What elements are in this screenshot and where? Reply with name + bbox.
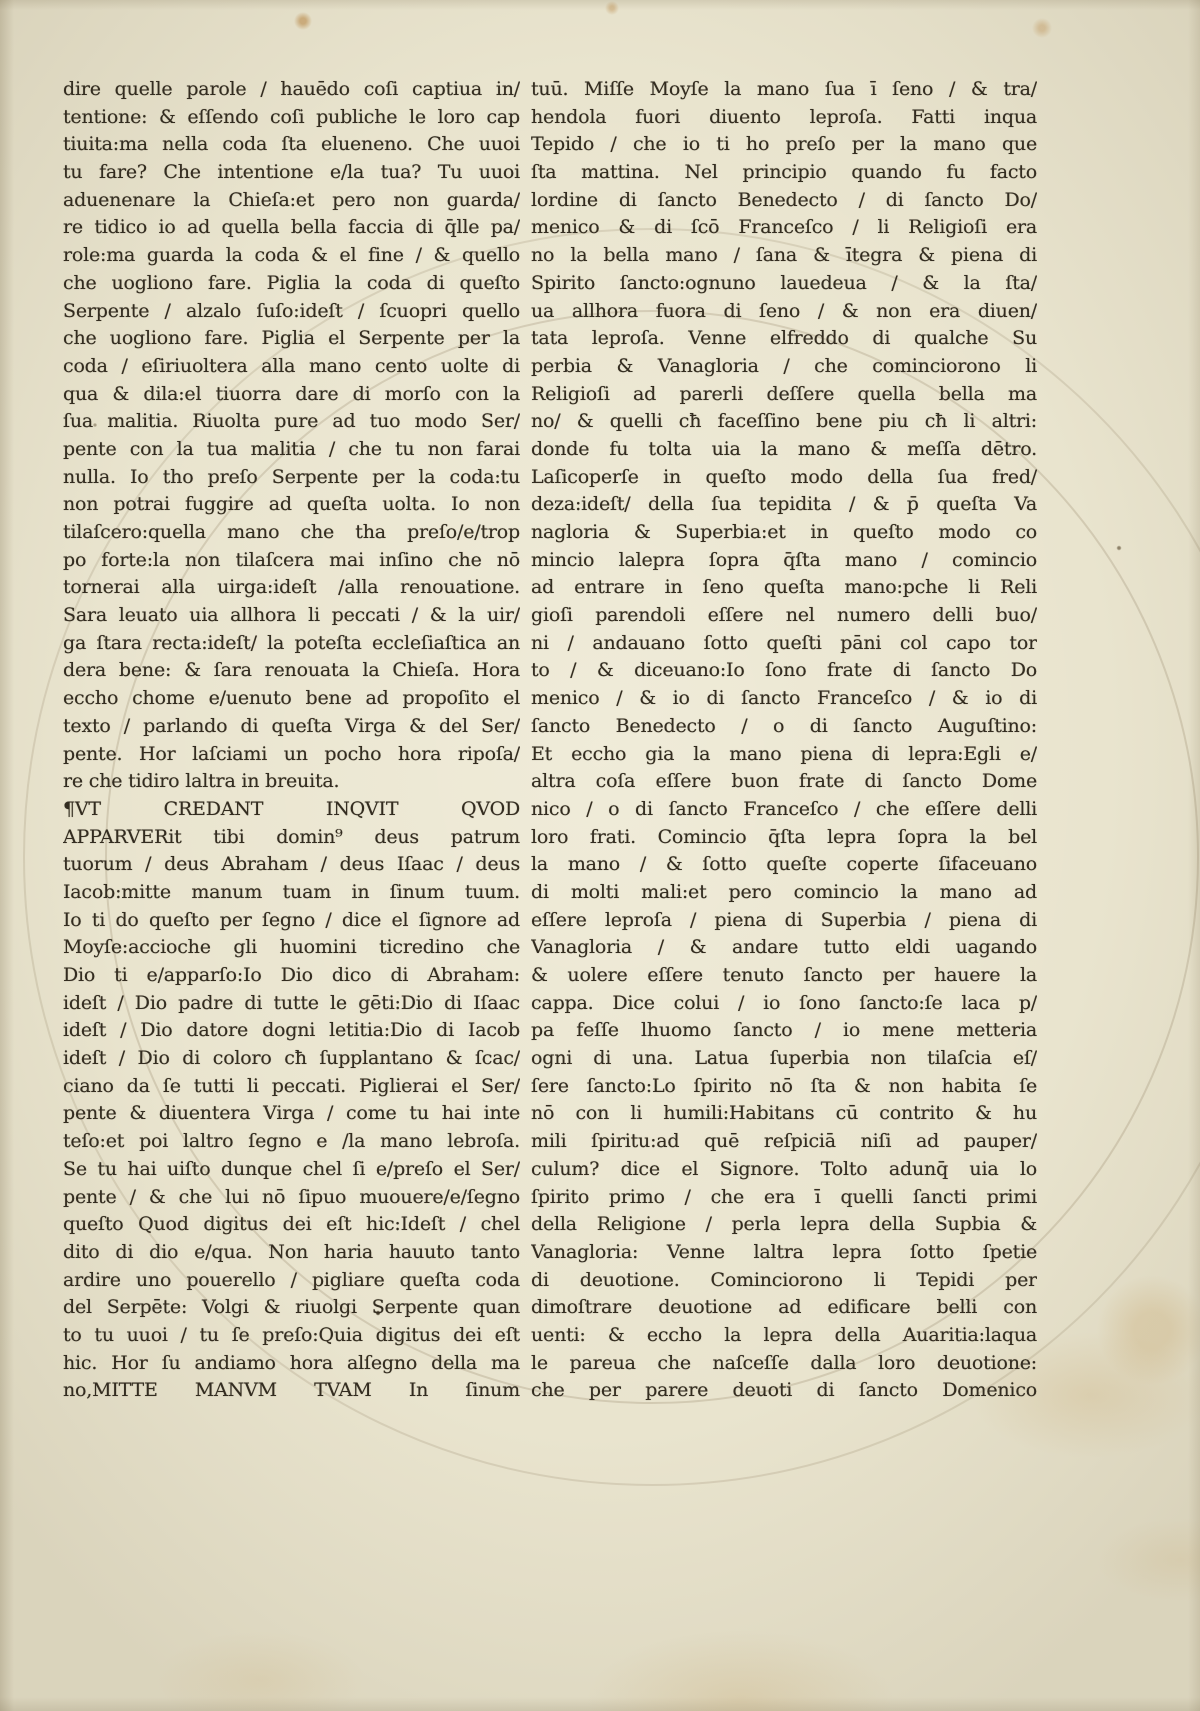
text-line: eſſere leproſa / piena di Superbia / piena di <box>531 908 1037 931</box>
text-line: pente. Hor laſciami un pocho hora ripoſa/ <box>63 742 520 765</box>
text-line: altra coſa eſſere buon frate di ſancto Dome <box>531 770 1037 793</box>
text-line: Iacob:mitte manum tuam in ſinum tuum. <box>63 880 520 903</box>
text-line: no/ & quelli cħ faceſſino bene piu cħ li altri: <box>531 410 1037 433</box>
text-line: del Serpēte: Volgi & riuolgi Serpente quan <box>63 1296 520 1319</box>
text-line: eccho chome e/uenuto bene ad propoſito el <box>63 687 520 710</box>
text-line: & uolere eſſere tenuto ſancto per hauere la <box>531 964 1037 986</box>
text-line: ciano da ſe tutti li peccati. Piglierai el Ser/ <box>63 1074 520 1097</box>
text-line: Serpente / alzalo ſuſo:ideſt / ſcuopri quello <box>63 299 520 322</box>
text-line: dera bene: & ſara renouata la Chieſa. Hora <box>63 659 520 682</box>
text-line: ¶VT CREDANT INQVIT QVOD <box>63 797 520 820</box>
text-line: Et eccho gia la mano piena di lepra:Egli e/ <box>531 742 1037 765</box>
text-line: menico / & io di ſancto Franceſco / & io di <box>531 687 1037 710</box>
text-line: tentione: & eſſendo coſi publiche le loro cap <box>63 105 520 128</box>
text-line: Moyſe:accioche gli huomini ticredino che <box>63 936 520 959</box>
text-line: pente con la tua malitia / che tu non farai <box>63 437 520 460</box>
text-line: lordine di ſancto Benedecto / di ſancto Do/ <box>531 188 1037 211</box>
text-line: ideſt / Dio padre di tutte le gēti:Dio di Iſaac <box>63 991 520 1014</box>
text-line: to / & diceuano:Io ſono frate di ſancto Do <box>531 659 1037 682</box>
text-line: teſo:et poi laltro ſegno e /la mano lebroſa. <box>63 1130 520 1153</box>
text-line: coda / eſiriuoltera alla mano cento uolte di <box>63 354 520 377</box>
text-line: re tidico io ad quella bella faccia di q̄lle pa/ <box>63 216 520 239</box>
text-line: ni / andauano ſotto queſti pāni col capo tor <box>531 631 1037 654</box>
text-line: ogni di una. Latua ſuperbia non tilaſcia eſ/ <box>531 1047 1037 1070</box>
text-line: ideſt / Dio di coloro cħ ſupplantano & ſcac/ <box>63 1047 520 1070</box>
text-line: uenti: & eccho la lepra della Auaritia:laqua <box>531 1323 1037 1346</box>
text-line: ſancto Benedecto / o di ſancto Auguſtino: <box>531 714 1037 737</box>
text-line: cappa. Dice colui / io ſono ſancto:ſe laca p/ <box>531 991 1037 1014</box>
text-line: tornerai alla uirga:ideſt /alla renouatione. <box>63 576 520 599</box>
text-line: Sara leuato uia allhora li peccati / & la uir/ <box>63 604 520 627</box>
text-line: tu fare? Che intentione e/la tua? Tu uuoi <box>63 161 520 184</box>
text-line: nō con li humili:Habitans cū contrito & hu <box>531 1102 1037 1125</box>
text-line: ſua malitia. Riuolta pure ad tuo modo Ser/ <box>63 410 520 433</box>
text-line: ad entrare in ſeno queſta mano:pche li Reli <box>531 576 1037 599</box>
text-line: ua allhora fuora di ſeno / & non era diuen/ <box>531 299 1037 322</box>
text-line: no la bella mano / ſana & ītegra & piena di <box>531 244 1037 267</box>
text-line: Vanagloria / & andare tutto eldi uagando <box>531 936 1037 959</box>
text-line: di molti mali:et pero comincio la mano ad <box>531 880 1037 903</box>
text-line: culum? dice el Signore. Tolto adunq̄ uia lo <box>531 1157 1037 1180</box>
text-line: di deuotione. Cominciorono li Tepidi per <box>531 1268 1037 1291</box>
text-line: che per parere deuoti di ſancto Domenico <box>531 1379 1037 1402</box>
text-line: non potrai fuggire ad queſta uolta. Io non <box>63 493 520 516</box>
text-line: pente / & che lui nō ſipuo muouere/e/ſegno <box>63 1185 520 1208</box>
text-line: mincio lalepra ſopra q̄ſta mano / comincio <box>531 548 1037 571</box>
text-line: aduenenare la Chieſa:et pero non guarda/ <box>63 188 520 211</box>
text-line: ga ſtara recta:ideſt/ la poteſta eccleſiaſtica an <box>63 631 520 654</box>
text-line: tilaſcero:quella mano che tha preſo/e/trop <box>63 521 520 543</box>
text-line: dito di dio e/qua. Non haria hauuto tanto <box>63 1240 520 1263</box>
text-line: ſta mattina. Nel principio quando fu facto <box>531 161 1037 184</box>
text-line: ardire uno pouerello / pigliare queſta coda <box>63 1268 520 1291</box>
text-line: tuū. Miſſe Moyſe la mano ſua ī ſeno / & tra/ <box>531 78 1037 100</box>
text-line: Spirito ſancto:ognuno lauedeua / & la ſta/ <box>531 271 1037 294</box>
text-line: tata leproſa. Venne elfreddo di qualche Su <box>531 327 1037 350</box>
text-line: mili ſpiritu:ad quē reſpiciā niſi ad pauper/ <box>531 1130 1037 1153</box>
text-line: hic. Hor ſu andiamo hora alſegno della ma <box>63 1351 520 1374</box>
text-line: dire quelle parole / hauēdo coſi captiua in/ <box>63 78 520 100</box>
text-line: deza:ideſt/ della ſua tepidita / & p̄ queſta Va <box>531 493 1037 516</box>
text-line: Vanagloria: Venne laltra lepra ſotto ſpetie <box>531 1240 1037 1263</box>
text-line: tuorum / deus Abraham / deus Iſaac / deus <box>63 853 520 876</box>
text-line: nulla. Io tho preſo Serpente per la coda:tu <box>63 465 520 488</box>
text-line: to tu uuoi / tu ſe preſo:Quia digitus dei eſt <box>63 1323 520 1346</box>
text-line: no,MITTE MANVM TVAM In ſinum <box>63 1379 520 1402</box>
text-line: queſto Quod digitus dei eſt hic:Ideſt / chel <box>63 1213 520 1236</box>
text-line: che uogliono fare. Piglia la coda di queſto <box>63 271 520 294</box>
text-line: Dio ti e/apparſo:Io Dio dico di Abraham: <box>63 964 520 986</box>
text-line: Se tu hai uiſto dunque chel ſi e/preſo el Ser/ <box>63 1157 520 1180</box>
text-line: ideſt / Dio datore dogni letitia:Dio di Iacob <box>63 1019 520 1042</box>
text-line: hendola fuori diuento leproſa. Fatti inqua <box>531 105 1037 128</box>
text-line: donde fu tolta uia la mano & meſſa dētro. <box>531 437 1037 460</box>
text-line: tiuita:ma nella coda ſta elueneno. Che uuoi <box>63 133 520 156</box>
text-line: menico & di ſcō Franceſco / li Religioſi era <box>531 216 1037 239</box>
text-line: pa feſſe lhuomo ſancto / io mene metteria <box>531 1019 1037 1042</box>
text-line: re che tidiro laltra in breuita. <box>63 770 340 793</box>
text-line: qua & dila:el tiuorra dare di morſo con la <box>63 382 520 405</box>
text-line: Tepido / che io ti ho preſo per la mano que <box>531 133 1037 156</box>
text-line: che uogliono fare. Piglia el Serpente per la <box>63 327 520 350</box>
text-line: Religioſi ad parerli deſſere quella bella ma <box>531 382 1037 405</box>
text-line: APPARVERit tibi domin⁹ deus patrum <box>63 825 520 848</box>
text-line: role:ma guarda la coda & el fine / & quello <box>63 244 520 267</box>
text-line: perbia & Vanagloria / che cominciorono li <box>531 354 1037 377</box>
text-line: po forte:la non tilaſcera mai inſino che nō <box>63 548 520 571</box>
text-line: della Religione / perla lepra della Supbia & <box>531 1213 1037 1236</box>
text-line: ſpirito primo / che era ī quelli ſancti primi <box>531 1185 1037 1208</box>
text-line: texto / parlando di queſta Virga & del Ser/ <box>63 714 520 737</box>
text-line: nagloria & Superbia:et in queſto modo co <box>531 521 1037 543</box>
text-line: ſere ſancto:Lo ſpirito nō ſta & non habita ſe <box>531 1074 1037 1097</box>
text-column-right <box>531 76 1037 1405</box>
text-line: la mano / & ſotto queſte coperte ſifaceuano <box>531 853 1037 876</box>
text-line: nico / o di ſancto Franceſco / che eſſere delli <box>531 797 1037 820</box>
text-line: gioſi parendoli eſſere nel numero delli buo/ <box>531 604 1037 627</box>
text-line: loro frati. Comincio q̄ſta lepra ſopra la bel <box>531 825 1037 848</box>
text-line: le pareua che naſceſſe dalla loro deuotione: <box>531 1351 1037 1374</box>
text-line: Io ti do queſto per ſegno / dice el ſignore ad <box>63 908 520 931</box>
text-line: Laſicoperſe in queſto modo della ſua fred/ <box>531 465 1037 488</box>
text-line: dimoſtrare deuotione ad edificare belli con <box>531 1296 1037 1319</box>
text-column-left <box>63 76 520 1405</box>
text-line: pente & diuentera Virga / come tu hai inte <box>63 1102 520 1125</box>
